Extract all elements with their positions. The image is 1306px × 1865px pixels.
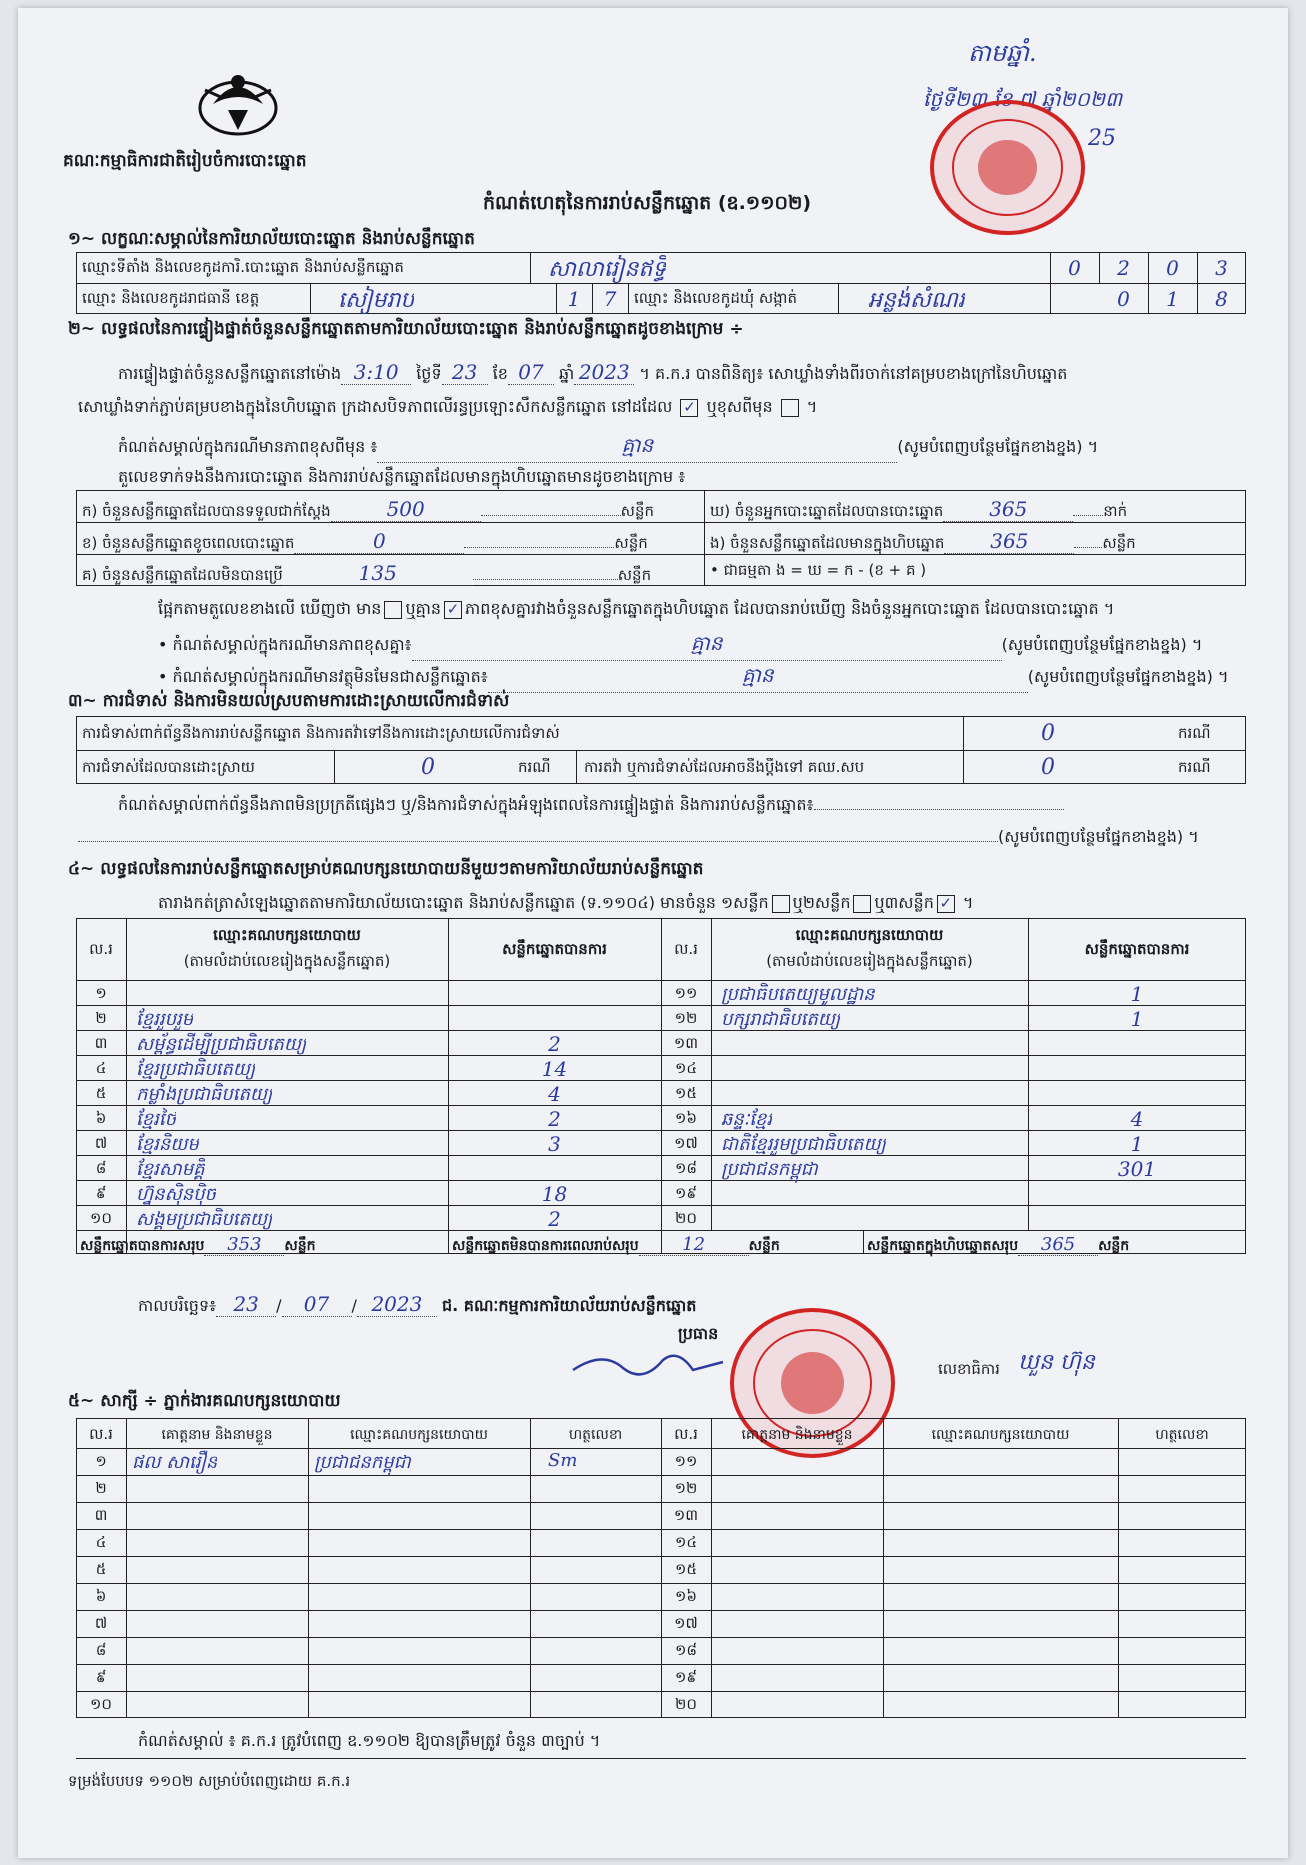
col-party-subheader: (តាមលំដាប់លេខរៀងក្នុងសន្លឹកឆ្នោត) <box>766 952 973 970</box>
total-invalid: សន្លឹកឆ្នោតមិនបានការពេលរាប់សរុប 12 សន្លឹក <box>452 1234 780 1255</box>
col-sign-header: ហត្ថលេខា <box>1155 1427 1209 1443</box>
received-ballots-row: ក) ចំនួនសន្លឹកឆ្នោតដែលបានទទួលជាក់ស្ដែង 500 សន្លឹក <box>82 497 654 521</box>
date-line: កាលបរិច្ឆេទ៖ 23 / 07 / 2023 ជ. គណៈកម្មការការិយាល័យរាប់សន្លឹកឆ្នោត <box>138 1292 697 1316</box>
case-unit: ករណី <box>1178 724 1211 742</box>
location-label: ឈ្មោះទីតាំង និងលេខកូដការិ.បោះឆ្នោត និងរាប់សន្លឹកឆ្នោត <box>82 258 404 276</box>
case-unit: ករណី <box>1178 758 1211 776</box>
row-number: ១៧ <box>674 1614 698 1632</box>
chair-signature-icon <box>563 1340 733 1390</box>
corner-note-line1: តាមឆ្នាំ. <box>968 39 1037 67</box>
commune-label: ឈ្មោះ និងលេខកូដឃុំ សង្កាត់ <box>634 289 797 307</box>
footnote: កំណត់សម្គាល់ ៖ គ.ក.រ ត្រូវបំពេញ ឧ.១១០២ ឱ្យបានត្រឹមត្រូវ ចំនួន ៣ច្បាប់ ។ <box>138 1731 601 1750</box>
changed-checkbox[interactable] <box>781 399 799 417</box>
seal-check-line: សោឃ្លាំងទាក់ភ្ជាប់គម្របខាងក្នុងនៃហិបឆ្នោត ក្រដាសបិទភាពលើរន្ធប្រឡោះសឹកសន្លឹកឆ្នោត នៅដដែល ✓ ឬខុសពីមុន ។ <box>78 397 818 416</box>
location-code-digit: 3 <box>1215 256 1228 280</box>
verification-line: ការផ្ទៀងផ្ទាត់ចំនួនសន្លឹកឆ្នោតនៅម៉ោង 3:10 ថ្ងៃទី 23 ខែ 07 ឆ្នាំ 2023 ។ គ.ក.រ បានពិនិត្យ៖ សោឃ្លាំងទាំងពីរចាក់នៅគម្របខាងក្រៅនៃហិបឆ្នោត <box>118 360 1068 384</box>
resolved-value: 0 <box>421 755 435 780</box>
voters-row: ឃ) ចំនួនអ្នកបោះឆ្នោតដែលបានបោះឆ្នោត 365 នាក់ <box>710 497 1128 521</box>
row-number: ១៣ <box>673 1506 699 1524</box>
numbers-intro: តួលេខទាក់ទងនឹងការបោះឆ្នោត និងការរាប់សន្លឹកឆ្នោតដែលមានក្នុងហិបឆ្នោតមានដូចខាងក្រោម ៖ <box>118 467 686 486</box>
province-code-digit: 1 <box>567 287 581 311</box>
one-sheet-checkbox[interactable] <box>772 895 790 913</box>
commune-code-digit: 1 <box>1166 287 1179 311</box>
stamp-note: 25 <box>1088 126 1116 151</box>
verification-time: 3:10 <box>341 360 411 385</box>
row-number: ២០ <box>675 1695 697 1713</box>
case-unit: ករណី <box>518 758 551 776</box>
section5-title: ៥~ សាក្សី ÷ ភ្នាក់ងារគណបក្សនយោបាយ <box>68 1391 341 1411</box>
two-sheet-checkbox[interactable] <box>853 895 871 913</box>
committee-name: គណៈកម្មាធិការជាតិរៀបចំការបោះឆ្នោត <box>63 151 307 171</box>
irregularity-note-line: (សូមបំពេញបន្ថែមផ្នែកខាងខ្នង) ។ <box>78 826 1199 850</box>
row-number: ១៨ <box>675 1641 697 1659</box>
objections-value: 0 <box>1041 721 1055 746</box>
objections-label: ការជំទាស់ពាក់ព័ន្ធនឹងការរាប់សន្លឹកឆ្នោត និងការតវ៉ាទៅនឹងការដោះស្រាយលើការជំទាស់ <box>82 724 560 742</box>
ballots-in-box-row: ង) ចំនួនសន្លឹកឆ្នោតដែលមានក្នុងហិបឆ្នោត 365 សន្លឹក <box>710 529 1136 553</box>
col-party-subheader: (តាមលំដាប់លេខរៀងក្នុងសន្លឹកឆ្នោត) <box>183 952 391 970</box>
row-number: ១៦ <box>675 1587 697 1605</box>
col-party-header: ឈ្មោះគណបក្សនយោបាយ <box>795 926 944 944</box>
unchanged-checkbox[interactable]: ✓ <box>680 399 698 417</box>
location-code-digit: 0 <box>1068 256 1081 280</box>
total-valid: សន្លឹកឆ្នោតបានការសរុប 353 សន្លឹក <box>80 1234 316 1255</box>
col-sign-header: ហត្ថលេខា <box>568 1427 623 1443</box>
location-code-digit: 2 <box>1117 256 1130 280</box>
row-number: ១៤ <box>675 1533 697 1551</box>
col-no-header: ល.រ <box>89 1425 113 1443</box>
secretary-label: លេខាធិការ <box>938 1360 1000 1378</box>
nec-emblem-icon <box>193 60 283 140</box>
formula: • ជាធម្មតា ង = ឃ = ក - (ខ + គ ) <box>710 561 927 579</box>
difference-note-line: • កំណត់សម្គាល់ក្នុងករណីមានភាពខុសគ្នា៖ គ្មាន (សូមបំពេញបន្ថែមផ្នែកខាងខ្នង) ។ <box>158 630 1202 661</box>
col-name-header: គោត្តនាម និងនាមខ្លួន <box>161 1427 273 1443</box>
section2-title: ២~ លទ្ធផលនៃការផ្ទៀងផ្ទាត់ចំនួនសន្លឹកឆ្នោតតាមការិយាល័យបោះឆ្នោត និងរាប់សន្លឹកឆ្នោតដូចខាងក្រោម ÷ <box>68 319 744 339</box>
col-no-header: ល.រ <box>89 940 113 958</box>
location-code-digit: 0 <box>1166 256 1179 280</box>
section3-title: ៣~ ការជំទាស់ និងការមិនយល់ស្របតាមការដោះស្រាយលើការជំទាស់ <box>68 691 510 711</box>
ballot-count-report-page: គណៈកម្មាធិការជាតិរៀបចំការបោះឆ្នោត កំណត់ហេតុនៃការរាប់សន្លឹកឆ្នោត (ឧ.១១០២) តាមឆ្នាំ. ថ្ងៃទី២៣ ខែ ៧ ឆ្នាំ២០២៣ 25 ១~ លក្ខណៈសម្គាល់នៃការិយាល័យបោះឆ្នោត និងរាប់សន្លឹកឆ្នោត ឈ្មោះទីតាំង និងលេខកូដការិ.បោះឆ្នោត និងរាប់សន្លឹកឆ្នោត សាលារៀនឥទ្ធិ 0 2 0 3 ឈ្មោះ និងលេខកូដរាជធានី ខេត្ត សៀមរាប 1 7 ឈ្មោះ និងលេខកូដឃុំ សង្កាត់ អន្លង់សំណរ 0 1 8 ២~ លទ្ធផលនៃការផ្ទៀងផ្ទាត់ចំនួនសន្លឹកឆ្នោតតាមការិយាល័យបោះឆ្នោត និងរាប់សន្លឹកឆ្នោតដូចខាងក្រោម ÷ ការផ្ទៀងផ្ទាត់ចំនួនសន្លឹកឆ្នោតនៅម៉ោង 3:10 ថ្ងៃទី 23 ខែ 07 ឆ្នាំ 2023 ។ គ.ក.រ បានពិនិត្យ៖ សោឃ្លាំងទាំងពីរចាក់នៅគម្របខាងក្រៅនៃហិបឆ្នោត សោឃ្លាំងទាក់ភ្ជាប់គម្របខាងក្នុងនៃហិបឆ្នោត ក្រដាសបិទភាពលើរន្ធប្រឡោះសឹកសន្លឹកឆ្នោត នៅដដែល ✓ ឬខុសពីមុន ។ កំណត់សម្គាល់ក្នុងករណីមានភាពខុសពីមុន ៖ គ្មាន (សូមបំពេញបន្ថែមផ្នែកខាងខ្នង) ។ តួលេខទាក់ទងនឹងការបោះឆ្នោត និងការរាប់សន្លឹកឆ្នោតដែលមានក្នុងហិបឆ្នោតមានដូចខាងក្រោម ៖ ក) ចំនួនសន្លឹកឆ្នោតដែលបានទទួលជាក់ស្ដែង 500 សន្លឹក ខ) ចំនួនសន្លឹកឆ្នោតខូចពេលបោះឆ្នោត 0 សន្លឹក គ) ចំនួនសន្លឹកឆ្នោតដែលមិនបានប្រើ 135 សន្លឹក ឃ) ចំនួនអ្នកបោះឆ្នោតដែលបានបោះឆ្នោត 365 នាក់ ង) ចំនួនសន្លឹកឆ្នោតដែលមានក្នុងហិបឆ្នោត 365 សន្លឹក • ជាធម្មតា ង = ឃ = ក - (ខ + គ ) ផ្អែកតាមតួលេខខាងលើ ឃើញថា មាន ឬគ្មាន ✓ ភាពខុសគ្នារវាងចំនួនសន្លឹកឆ្នោតក្នុងហិបឆ្នោត ដែលបានរាប់ឃើញ និងចំនួនអ្នកបោះឆ្នោត ដែលបានបោះឆ្នោត ។ • កំណត់សម្គាល់ក្នុងករណីមានភាពខុសគ្នា៖ គ្មាន (សូមបំពេញបន្ថែមផ្នែកខាងខ្នង) ។ • កំណត់សម្គាល់ក្នុងករណីមានវត្ថុមិនមែនជាសន្លឹកឆ្នោត៖ គ្មាន (សូមបំពេញបន្ថែមផ្នែកខាងខ្នង) ។ ៣~ ការជំទាស់ និងការមិនយល់ស្របតាមការដោះស្រាយលើការជំទាស់ ការជំទាស់ពាក់ព័ន្ធនឹងការរាប់សន្លឹកឆ្នោត និងការតវ៉ាទៅនឹងការដោះស្រាយលើការជំទាស់ 0 ករណី ការជំទាស់ដែលបានដោះស្រាយ 0 ករណី ការតវ៉ា ឬការជំទាស់ដែលអាចនឹងប្ដឹងទៅ គឈ.សប 0 ករណី កំណត់សម្គាល់ពាក់ព័ន្ធនឹងភាពមិនប្រក្រតីផ្សេងៗ ឬ/និងការជំទាស់ក្នុងអំឡុងពេលនៃការផ្ទៀងផ្ទាត់ និងការរាប់សន្លឹកឆ្នោត៖ (សូមបំពេញបន្ថែមផ្នែកខាងខ្នង) ។ ៤~ លទ្ធផលនៃការរាប់សន្លឹកឆ្នោតសម្រាប់គណបក្សនយោបាយនីមួយៗតាមការិយាល័យរាប់សន្លឹកឆ្នោត តារាងកត់ត្រាសំឡេងឆ្នោតតាមការិយាល័យបោះឆ្នោត និងរាប់សន្លឹកឆ្នោត (ទ.១១០៤) មានចំនួន ១សន្លឹក ឬ២សន្លឹក ឬ៣សន្លឹក ✓ ។ ល.រ ឈ្មោះគណបក្សនយោបាយ (តាមលំដាប់លេខរៀងក្នុងសន្លឹកឆ្នោត) សន្លឹកឆ្នោតបានការ ល.រ ឈ្មោះគណបក្សនយោបាយ (តាមលំដាប់លេខរៀងក្នុងសន្លឹកឆ្នោត) សន្លឹកឆ្នោតបានការ ១ ២ ខ្មែររួបរួម ៣ សម្ព័ន្ធដើម្បីប្រជាធិបតេយ្យ 2 ៤ ខ្មែរប្រជាធិបតេយ្យ 14 ៥ កម្លាំងប្រជាធិបតេយ្យ 4 ៦ ខ្មែរថៃ 2 ៧ ខ្មែរនិយម 3 ៨ ខ្មែរសាមគ្គី ៩ ហ្វ៊ុនស៊ិនប៉ិច 18 ១០ សង្គមប្រជាធិបតេយ្យ 2 ១១ ប្រជាធិបតេយ្យមូលដ្ឋាន 1 ១២ បក្សរាជាធិបតេយ្យ 1 ១៣ ១៤ ១៥ ១៦ ឆន្ទៈខ្មែរ 4 ១៧ ជាតិខ្មែររួមប្រជាធិបតេយ្យ 1 ១៨ ប្រជាជនកម្ពុជា 301 ១៩ ២០ សន្លឹកឆ្នោតបានការសរុប 353 សន្លឹក សន្លឹកឆ្នោតមិនបានការពេលរាប់សរុប 12 សន្លឹក សន្លឹកឆ្នោតក្នុងហិបឆ្នោតសរុប 365 សន្លឹក កាលបរិច្ឆេទ៖ 23 / 07 / 2023 ជ. គណៈកម្មការការិយាល័យរាប់សន្លឹកឆ្នោត ប្រធាន លេខាធិការ ឃួន ហ៊ុន ៥~ សាក្សី ÷ ភ្នាក់ងារគណបក្សនយោបាយ ល.រ គោត្តនាម និងនាមខ្លួន ឈ្មោះគណបក្សនយោបាយ ហត្ថលេខា ល.រ គោត្តនាម និងនាមខ្លួន ឈ្មោះគណបក្សនយោបាយ ហត្ថលេខា ១ ផល សារឿន ប្រជាជនកម្ពុជា Sm ២ ៣ ៤ ៥ ៦ ៧ ៨ ៩ ១០ ១១ ១២ ១៣ ១៤ ១៥ ១៦ ១៧ ១៨ ១៩ ២០ កំណត់សម្គាល់ ៖ គ.ក.រ ត្រូវបំពេញ ឧ.១១០២ ឱ្យបានត្រឹមត្រូវ ចំនួន ៣ច្បាប់ ។ ទម្រង់បែបបទ ១១០២ សម្រាប់បំពេញដោយ គ.ក.រ <box>18 8 1288 1858</box>
resolved-label: ការជំទាស់ដែលបានដោះស្រាយ <box>82 758 255 776</box>
chair-label: ប្រធាន <box>678 1324 719 1343</box>
official-stamp-top <box>930 100 1085 235</box>
commune-code-digit: 8 <box>1215 287 1228 311</box>
form-footer: ទម្រង់បែបបទ ១១០២ សម្រាប់បំពេញដោយ គ.ក.រ <box>68 1772 351 1790</box>
appeal-label: ការតវ៉ា ឬការជំទាស់ដែលអាចនឹងប្ដឹងទៅ គឈ.សប <box>584 758 865 776</box>
no-difference-checkbox[interactable]: ✓ <box>444 601 462 619</box>
has-difference-checkbox[interactable] <box>384 601 402 619</box>
corner-note-line2: ថ្ងៃទី២៣ ខែ ៧ ឆ្នាំ២០២៣ <box>923 87 1123 111</box>
section4-title: ៤~ លទ្ធផលនៃការរាប់សន្លឹកឆ្នោតសម្រាប់គណបក្សនយោបាយនីមួយៗតាមការិយាល័យរាប់សន្លឹកឆ្នោត <box>68 859 704 879</box>
col-party-header: ឈ្មោះគណបក្សនយោបាយ <box>350 1427 488 1443</box>
tally-sheet-count-line: តារាងកត់ត្រាសំឡេងឆ្នោតតាមការិយាល័យបោះឆ្នោត និងរាប់សន្លឹកឆ្នោត (ទ.១១០៤) មានចំនួន ១សន្លឹក ឬ២សន្លឹក ឬ៣សន្លឹក ✓ ។ <box>158 893 974 912</box>
row-number: ១២ <box>674 1479 698 1497</box>
province-label: ឈ្មោះ និងលេខកូដរាជធានី ខេត្ត <box>82 289 260 307</box>
appeal-value: 0 <box>1041 755 1055 780</box>
difference-line: ផ្អែកតាមតួលេខខាងលើ ឃើញថា មាន ឬគ្មាន ✓ ភាពខុសគ្នារវាងចំនួនសន្លឹកឆ្នោតក្នុងហិបឆ្នោត ដែលបានរាប់ឃើញ និងចំនួនអ្នកបោះឆ្នោត ដែលបានបោះឆ្នោត ។ <box>158 599 1115 618</box>
col-votes-header: សន្លឹកឆ្នោតបានការ <box>502 940 607 958</box>
total-in-box: សន្លឹកឆ្នោតក្នុងហិបឆ្នោតសរុប 365 សន្លឹក <box>867 1234 1130 1255</box>
location-value: សាលារៀនឥទ្ធិ <box>548 257 667 282</box>
spoiled-ballots-row: ខ) ចំនួនសន្លឹកឆ្នោតខូចពេលបោះឆ្នោត 0 សន្លឹក <box>82 529 648 553</box>
irregularity-note-label: កំណត់សម្គាល់ពាក់ព័ន្ធនឹងភាពមិនប្រក្រតីផ្សេងៗ ឬ/និងការជំទាស់ក្នុងអំឡុងពេលនៃការផ្ទៀងផ្ទាត់ និងការរាប់សន្លឹកឆ្នោត៖ <box>118 794 1064 818</box>
col-party-header: ឈ្មោះគណបក្សនយោបាយ <box>931 1427 1070 1443</box>
col-no-header: ល.រ <box>674 940 698 958</box>
col-no-header: ល.រ <box>674 1425 698 1443</box>
province-code-digit: 7 <box>603 287 617 311</box>
commune-value: អន្លង់សំណរ <box>868 288 965 313</box>
row-number: ១១ <box>674 1452 698 1470</box>
row-number: ១៥ <box>675 1560 697 1578</box>
col-party-header: ឈ្មោះគណបក្សនយោបាយ <box>213 926 361 944</box>
secretary-signature: ឃួន ហ៊ុន <box>1018 1350 1095 1375</box>
commune-code-digit: 0 <box>1117 287 1130 311</box>
col-name-header: គោត្តនាម និងនាមខ្លួន <box>741 1427 853 1443</box>
foreign-object-note-line: • កំណត់សម្គាល់ក្នុងករណីមានវត្ថុមិនមែនជាសន្លឹកឆ្នោត៖ គ្មាន (សូមបំពេញបន្ថែមផ្នែកខាងខ្នង) ។ <box>158 662 1229 693</box>
col-votes-header: សន្លឹកឆ្នោតបានការ <box>1084 940 1190 958</box>
section1-title: ១~ លក្ខណៈសម្គាល់នៃការិយាល័យបោះឆ្នោត និងរាប់សន្លឹកឆ្នោត <box>68 229 475 249</box>
unused-ballots-row: គ) ចំនួនសន្លឹកឆ្នោតដែលមិនបានប្រើ 135 សន្លឹក <box>82 561 652 585</box>
row-number: ១៩ <box>675 1668 697 1686</box>
form-title: កំណត់ហេតុនៃការរាប់សន្លឹកឆ្នោត (ឧ.១១០២) <box>483 192 812 214</box>
three-sheet-checkbox[interactable]: ✓ <box>937 895 955 913</box>
change-note-value: គ្មាន <box>377 432 897 463</box>
province-value: សៀមរាប <box>338 288 415 313</box>
change-note-line: កំណត់សម្គាល់ក្នុងករណីមានភាពខុសពីមុន ៖ គ្មាន (សូមបំពេញបន្ថែមផ្នែកខាងខ្នង) ។ <box>118 432 1098 463</box>
